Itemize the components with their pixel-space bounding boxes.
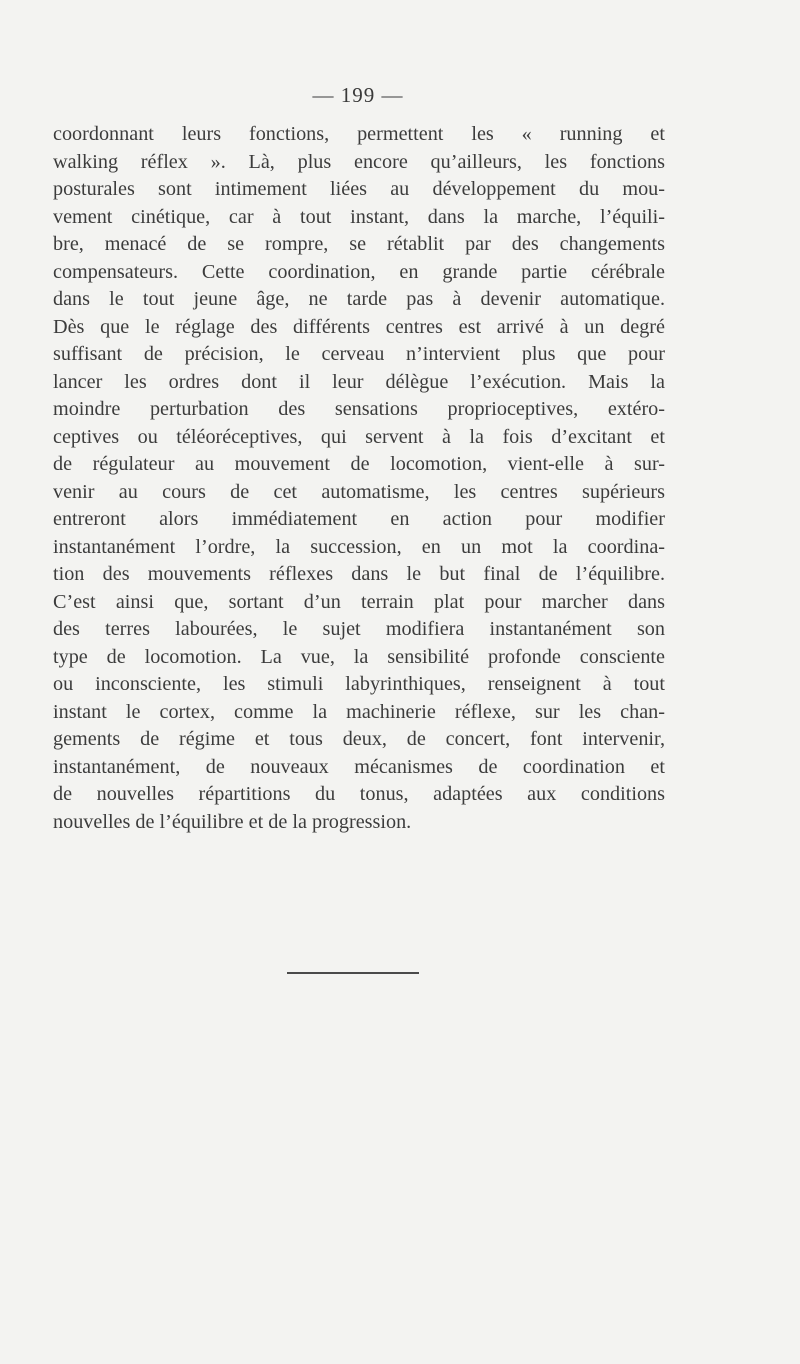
text-line: instantanément, de nouveaux mécanismes de coordination et <box>53 755 665 778</box>
text-line: entreront alors immédiatement en action pour modifier <box>53 508 665 530</box>
text-line: des terres labourées, le sujet modifiera instantanément son <box>53 618 665 640</box>
text-line: Dès que le réglage des différents centres est arrivé à un degré <box>53 315 665 338</box>
text-line: compensateurs. Cette coordination, en grande partie cérébrale <box>53 260 665 283</box>
text-line: venir au cours de cet automatisme, les centres supérieurs <box>53 480 665 503</box>
text-line: lancer les ordres dont il leur délègue l’exécution. Mais la <box>53 370 665 393</box>
text-line: de régulateur au mouvement de locomotion, vient-elle à sur- <box>53 453 665 475</box>
text-line: coordonnant leurs fonctions, permettent les « running et <box>53 123 665 145</box>
text-line: bre, menacé de se rompre, se rétablit par des changements <box>53 233 665 255</box>
body-paragraph <box>53 121 665 836</box>
page-number: — 199 — <box>312 83 404 107</box>
text-line: de nouvelles répartitions du tonus, adaptées aux conditions <box>53 783 665 805</box>
text-line: nouvelles de l’équilibre et de la progression. <box>53 810 412 833</box>
text-line: instant le cortex, comme la machinerie réflexe, sur les chan- <box>53 700 665 723</box>
text-line: tion des mouvements réflexes dans le but final de l’équilibre. <box>53 563 665 585</box>
text-line: moindre perturbation des sensations proprioceptives, extéro- <box>53 398 665 420</box>
text-line: posturales sont intimement liées au développement du mou- <box>53 178 665 200</box>
text-line: instantanément l’ordre, la succession, en un mot la coordina- <box>53 535 665 558</box>
text-line: dans le tout jeune âge, ne tarde pas à devenir automatique. <box>53 288 665 310</box>
text-line: walking réflex ». Là, plus encore qu’ailleurs, les fonctions <box>53 150 665 173</box>
section-divider <box>287 972 419 974</box>
text-line: ou inconsciente, les stimuli labyrinthiques, renseignent à tout <box>53 673 665 695</box>
text-line: suffisant de précision, le cerveau n’intervient plus que pour <box>53 343 665 365</box>
text-line: vement cinétique, car à tout instant, dans la marche, l’équili- <box>53 205 665 228</box>
text-line: C’est ainsi que, sortant d’un terrain plat pour marcher dans <box>53 590 665 613</box>
text-line: ceptives ou téléoréceptives, qui servent à la fois d’excitant et <box>53 425 665 448</box>
text-line: gements de régime et tous deux, de concert, font intervenir, <box>53 728 665 750</box>
text-line: type de locomotion. La vue, la sensibilité profonde consciente <box>53 645 665 668</box>
